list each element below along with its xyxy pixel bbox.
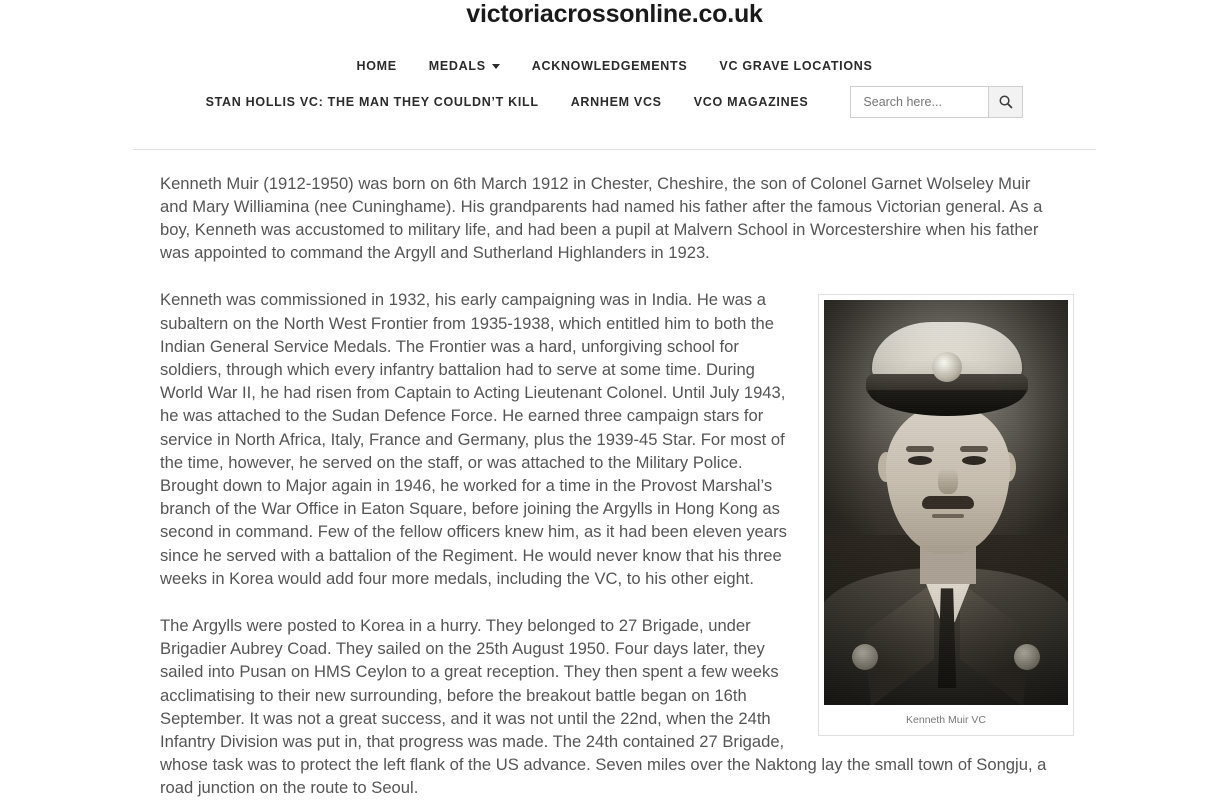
nav-item-label: STAN HOLLIS VC: THE MAN THEY COULDN’T KILL bbox=[205, 94, 539, 109]
chevron-down-icon bbox=[492, 64, 500, 69]
site-header bbox=[0, 0, 1229, 118]
search-button[interactable] bbox=[988, 87, 1022, 117]
nav-item-label: VC GRAVE LOCATIONS bbox=[719, 58, 873, 73]
article-content bbox=[0, 150, 1229, 800]
portrait-photo bbox=[824, 300, 1068, 705]
figure-portrait bbox=[818, 294, 1074, 736]
article-paragraph: The Argylls were posted to Korea in a hurry. They belonged to 27 Brigade, under Brigadier Aubrey Coad. They sailed on the 25th August 1950. Four days later, they sailed into Pusan on HMS Ceylon to a great reception. They then spent a few weeks acclimatising to their new surrounding, before the breakout battle began on 16th September. It was not a great success, and it was not until the 22nd, when the 24th Infantry Division was put in, that progress was made. The 24th contained 27 Brigade, whose task was to protect the left flank of the US advance. Seven miles over the Naktong lay the small town of Songju, a road junction on the route to Seoul. bbox=[160, 615, 1047, 798]
nav-item-stan-hollis-vc[interactable] bbox=[206, 95, 539, 109]
photo-nose bbox=[938, 468, 958, 494]
nav-item-vco-magazines[interactable] bbox=[694, 95, 809, 109]
nav-item-label: HOME bbox=[356, 58, 397, 73]
nav-item-home[interactable] bbox=[356, 59, 396, 73]
article-paragraph: Kenneth was commissioned in 1932, his early campaigning was in India. He was a subaltern on the North West Frontier from 1935-1938, which entitled him to both the Indian General Service Medals. The Frontier was a hard, unforgiving school for soldiers, through which every infantry battalion had to serve at some time. During World War II, he had risen from Captain to Acting Lieutenant Colonel. Until July 1943, he was attached to the Sudan Defence Force. He earned three campaign stars for service in North Africa, Italy, France and Germany, plus the 1939-45 Star. For most of the time, however, he served on the staff, or was attached to the Military Police. Brought down to Major again in 1946, he worked for a time in the Provost Marshal’s branch of the War Office in Eaton Square, before joining the Argylls in Hong Kong as second in command. Few of the fellow officers knew him, as it had been eleven years since he served with a battalion of the Regiment. He would never know that his three weeks in Korea would add four more medals, including the VC, to his other eight. bbox=[160, 290, 787, 588]
nav-item-vc-grave-locations[interactable] bbox=[719, 59, 872, 73]
article-paragraph: Kenneth Muir (1912-1950) was born on 6th March 1912 in Chester, Cheshire, the son of Colonel Garnet Wolseley Muir and Mary Williamina (nee Cuninghame). His grandparents had named his father after the famous Victorian general. As a boy, Kenneth was accustomed to military life, and had been a pupil at Malvern School in Worcestershire when his father was appointed to command the Argyll and Sutherland Highlanders in 1923. bbox=[160, 173, 1043, 263]
main-navigation bbox=[0, 59, 1229, 118]
site-title: victoriacrossonline.co.uk bbox=[466, 0, 763, 28]
nav-row-primary bbox=[0, 59, 1229, 73]
search-icon bbox=[998, 94, 1013, 109]
nav-item-medals[interactable] bbox=[429, 59, 500, 73]
photo-moustache bbox=[922, 496, 974, 509]
nav-item-label: VCO MAGAZINES bbox=[693, 94, 809, 109]
photo-brow-right bbox=[960, 446, 988, 452]
figure-caption: Kenneth Muir VC bbox=[906, 714, 986, 727]
nav-item-arnhem-vcs[interactable] bbox=[571, 95, 662, 109]
search-box[interactable] bbox=[850, 86, 1023, 118]
search-input[interactable] bbox=[851, 87, 988, 117]
nav-item-label: ARNHEM VCS bbox=[570, 94, 662, 109]
nav-item-acknowledgements[interactable] bbox=[532, 59, 688, 73]
nav-item-label: MEDALS bbox=[428, 58, 486, 73]
photo-mouth bbox=[932, 514, 964, 518]
nav-item-label: ACKNOWLEDGEMENTS bbox=[531, 58, 688, 73]
nav-row-secondary bbox=[0, 86, 1229, 118]
photo-brow-left bbox=[906, 446, 934, 452]
